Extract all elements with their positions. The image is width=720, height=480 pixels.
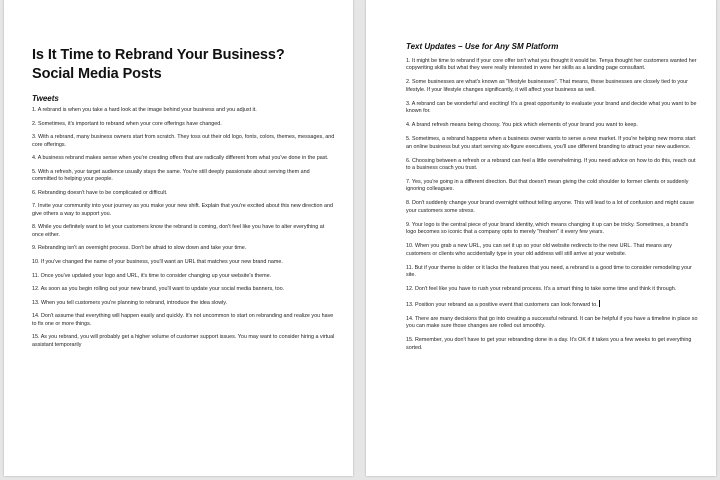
update-paragraph[interactable]: 14. There are many decisions that go into creating a successful rebrand. It can be helpful if you have a timeline in place so you can make sure those changes are rolled out smoothly. xyxy=(406,316,698,330)
update-paragraph[interactable]: 11. But if your theme is older or it lacks the features that you need, a rebrand is a good time to consider remodeling your site. xyxy=(406,264,692,279)
tweet-paragraph[interactable]: 14. Don't assume that everything will happen easily and quickly. It's not uncommon to start on rebranding and realize you have to fix one or more things. xyxy=(32,313,334,327)
tweet-paragraph[interactable]: 11. Once you've updated your logo and URL, it's time to consider changing up your website's theme. xyxy=(32,272,272,279)
update-paragraph[interactable]: 3. A rebrand can be wonderful and exciting! It's a great opportunity to evaluate your brand and decide what you want to be known for. xyxy=(406,100,697,115)
tweet-paragraph[interactable]: 12. As soon as you begin rolling out your new brand, you'll want to update your social media banners, too. xyxy=(32,286,285,293)
tweet-paragraph[interactable]: 7. Invite your community into your journey as you make your new shift. Explain that you're excited about this new direction and give others a way to support you. xyxy=(32,203,333,217)
text-updates-heading: Text Updates – Use for Any SM Platform xyxy=(406,42,559,51)
update-paragraph[interactable]: 7. Yes, you're going in a different direction. But that doesn't mean giving the cold shoulder to former clients or suddenly ignoring colleagues. xyxy=(406,179,689,193)
tweets-list xyxy=(32,107,335,349)
title-line-1: Is It Time to Rebrand Your Business? xyxy=(32,47,285,63)
title-line-2: Social Media Posts xyxy=(32,66,162,82)
text-cursor xyxy=(599,300,600,307)
tweet-paragraph[interactable]: 10. If you've changed the name of your business, you'll want an URL that matches your new brand name. xyxy=(32,258,283,265)
update-paragraph[interactable]: 8. Don't suddenly change your brand overnight without telling anyone. This will lead to a lot of confusion and might cause your customers some stress. xyxy=(406,200,695,214)
document-page-right[interactable] xyxy=(366,0,716,476)
tweets-heading: Tweets xyxy=(32,94,59,103)
update-paragraph[interactable]: 9. Your logo is the central piece of your brand identity, which means changing it up can be tricky. Sometimes, a brand's logo becomes so iconic that a company opts to merely "freshen" it every few years. xyxy=(406,221,689,236)
update-paragraph-text: 13. Position your rebrand as a positive event that customers can look forward to. xyxy=(406,302,598,309)
tweet-paragraph[interactable]: 6. Rebranding doesn't have to be complicated or difficult. xyxy=(32,189,168,196)
update-paragraph[interactable]: 15. Remember, you don't have to get your rebranding done in a day. It's OK if it takes you a few weeks to get everything sorted. xyxy=(406,337,692,351)
tweet-paragraph[interactable]: 3. With a rebrand, many business owners start from scratch. They toss out their old logo, fonts, colors, themes, messages, and core offerings. xyxy=(32,134,335,148)
update-paragraph[interactable]: 12. Don't feel like you have to rush your rebrand process. It's a smart thing to take some time and think it through. xyxy=(406,286,677,293)
update-paragraph[interactable]: 4. A brand refresh means being choosy. You pick which elements of your brand you want to keep. xyxy=(406,122,638,129)
update-paragraph[interactable]: 2. Some businesses are what's known as "lifestyle businesses". That means, these businesses are closely tied to your lifestyle. If your lifestyle changes significantly, it will affect your business as well. xyxy=(406,79,688,93)
tweet-paragraph[interactable]: 9. Rebranding isn't an overnight process. Don't be afraid to slow down and take your time. xyxy=(32,245,247,252)
update-paragraph[interactable]: 1. It might be time to rebrand if your core offer isn't what you thought it would be. Tenya thought her customers wanted her copywriting skills but what they were really interested in were her skills as a landing page consultant. xyxy=(406,58,697,72)
tweet-paragraph[interactable]: 1. A rebrand is when you take a hard look at the image behind your business and you adjust it. xyxy=(32,107,257,113)
tweet-paragraph[interactable]: 4. A business rebrand makes sense when you're creating offers that are radically different from what you've done in the past. xyxy=(32,155,329,162)
tweet-paragraph[interactable]: 2. Sometimes, it's important to rebrand when your core offerings have changed. xyxy=(32,120,222,127)
document-page-left[interactable] xyxy=(4,0,353,476)
document-title xyxy=(32,46,335,84)
text-updates-list xyxy=(406,58,698,352)
update-paragraph[interactable]: 5. Sometimes, a rebrand happens when a business owner wants to serve a new market. If you're helping new moms start an online business but you start serving six-figure executives, you'll use different branding to attract your new audience. xyxy=(406,136,696,150)
tweet-paragraph[interactable]: 8. While you definitely want to let your customers know the rebrand is coming, don't feel like you have to alter everything at once either. xyxy=(32,224,325,238)
update-paragraph[interactable]: 10. When you grab a new URL, you can set it up so your old website redirects to the new URL. That means any customers or clients who accidentally type in your old address will still arrive at your website. xyxy=(406,243,672,257)
tweet-paragraph[interactable]: 13. When you tell customers you're planning to rebrand, introduce the idea slowly. xyxy=(32,299,228,306)
tweet-paragraph[interactable]: 15. As you rebrand, you will probably get a higher volume of customer support issues. You may want to consider hiring a virtual assistant temporarily xyxy=(32,334,335,348)
tweet-paragraph[interactable]: 5. With a refresh, your target audience usually stays the same. You're still deeply passionate about serving them and committed to helping your people. xyxy=(32,168,310,183)
update-paragraph[interactable] xyxy=(406,300,698,309)
update-paragraph[interactable]: 6. Choosing between a refresh or a rebrand can feel a little overwhelming. If you need advice on how to do this, reach out to a business coach you trust. xyxy=(406,157,696,172)
